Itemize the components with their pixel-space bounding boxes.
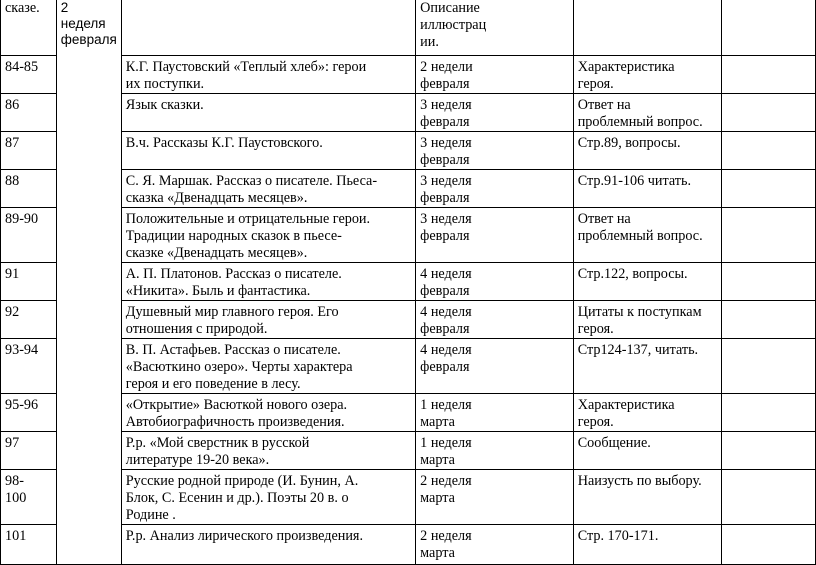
cell-task-line: Стр. 170-171. — [577, 528, 659, 544]
table-row — [1, 132, 816, 170]
cell-topic — [121, 339, 415, 394]
cell-topic — [121, 56, 415, 94]
cell-task-line: проблемный вопрос. — [577, 114, 703, 130]
cell-week — [416, 339, 574, 394]
merged-week-line: 2 — [60, 0, 69, 15]
cell-task — [573, 132, 722, 170]
table-row — [1, 301, 816, 339]
cell-num — [1, 432, 57, 470]
cell-topic-line: их поступки. — [125, 76, 205, 92]
cell-week-line: марта — [420, 490, 455, 506]
table-row — [1, 339, 816, 394]
cell-topic-line: Автобиографичность произведения. — [125, 414, 345, 430]
cell-week-line: 4 неделя — [420, 266, 472, 282]
cell-num — [1, 170, 57, 208]
cell-week-line: 1 неделя — [420, 435, 472, 451]
cell-task-line: Стр.89, вопросы. — [577, 135, 681, 151]
cell-week-line: февраля — [420, 228, 470, 244]
cell-extra — [722, 0, 816, 56]
cell-topic-line: литературе 19-20 века». — [125, 452, 270, 468]
cell-topic-line: Р.р. «Мой сверстник в русской — [125, 435, 310, 451]
cell-week-line: 3 неделя — [420, 97, 472, 113]
cell-topic-line: В.ч. Рассказы К.Г. Паустовского. — [125, 135, 323, 151]
cell-week-line: февраля — [420, 76, 470, 92]
cell-num — [1, 208, 57, 263]
cell-task — [573, 94, 722, 132]
cell-num — [1, 470, 57, 525]
cell-week — [416, 0, 574, 56]
cell-week-line: 3 неделя — [420, 135, 472, 151]
cell-task — [573, 301, 722, 339]
cell-num-line: 97 — [5, 435, 20, 451]
cell-num-line: 95-96 — [5, 397, 39, 413]
cell-topic — [121, 170, 415, 208]
cell-task-line: проблемный вопрос. — [577, 228, 703, 244]
cell-week-line: февраля — [420, 190, 470, 206]
cell-task — [573, 263, 722, 301]
cell-week — [416, 301, 574, 339]
cell-week — [416, 525, 574, 565]
cell-week-line: иллюстрац — [420, 17, 487, 33]
cell-task-line: Характеристика — [577, 397, 675, 413]
table-row — [1, 94, 816, 132]
cell-extra — [722, 470, 816, 525]
cell-topic-line: Родине . — [125, 507, 176, 523]
cell-task-line: героя. — [577, 414, 614, 430]
cell-num — [1, 0, 57, 56]
table-row — [1, 470, 816, 525]
cell-week — [416, 394, 574, 432]
cell-topic-line: сказке «Двенадцать месяцев». — [125, 245, 308, 261]
cell-week — [416, 263, 574, 301]
cell-week — [416, 170, 574, 208]
cell-num — [1, 525, 57, 565]
cell-task-line: Ответ на — [577, 97, 631, 113]
cell-topic — [121, 263, 415, 301]
cell-task — [573, 394, 722, 432]
cell-week-line: 2 неделя — [420, 528, 472, 544]
table-row — [1, 170, 816, 208]
cell-week — [416, 56, 574, 94]
cell-task — [573, 56, 722, 94]
cell-week-line: марта — [420, 545, 455, 561]
cell-topic-line: Язык сказки. — [125, 97, 204, 113]
cell-topic-line: героя и его поведение в лесу. — [125, 376, 301, 392]
cell-task-line: Наизусть по выбору. — [577, 473, 702, 489]
cell-topic — [121, 132, 415, 170]
cell-extra — [722, 170, 816, 208]
cell-extra — [722, 525, 816, 565]
cell-topic-line: Р.р. Анализ лирического произведения. — [125, 528, 364, 544]
cell-num — [1, 94, 57, 132]
table-row — [1, 208, 816, 263]
cell-topic — [121, 94, 415, 132]
cell-week — [416, 470, 574, 525]
cell-num-line: 86 — [5, 97, 20, 113]
cell-task-line: Стр124-137, читать. — [577, 342, 699, 358]
cell-extra — [722, 132, 816, 170]
cell-task-line: Ответ на — [577, 211, 631, 227]
cell-task-line: Сообщение. — [577, 435, 651, 451]
header-row — [1, 0, 816, 56]
cell-week-line: февраля — [420, 359, 470, 375]
merged-week-line: февраля — [60, 32, 117, 47]
cell-week-line: 3 неделя — [420, 211, 472, 227]
cell-num — [1, 301, 57, 339]
cell-week — [416, 208, 574, 263]
cell-week-line: Описание — [420, 0, 480, 16]
cell-task — [573, 208, 722, 263]
cell-task-line: героя. — [577, 76, 614, 92]
cell-week-line: 2 неделя — [420, 473, 472, 489]
cell-week-line: 4 неделя — [420, 342, 472, 358]
table-row — [1, 263, 816, 301]
cell-topic — [121, 470, 415, 525]
cell-topic-line: А. П. Платонов. Рассказ о писателе. — [125, 266, 342, 282]
cell-topic-line: Традиции народных сказок в пьесе- — [125, 228, 342, 244]
cell-extra — [722, 94, 816, 132]
cell-topic-line: Блок, С. Есенин и др.). Поэты 20 в. о — [125, 490, 349, 506]
cell-extra — [722, 394, 816, 432]
cell-task — [573, 470, 722, 525]
cell-week — [416, 94, 574, 132]
cell-topic — [121, 394, 415, 432]
cell-topic-line: «Никита». Быль и фантастика. — [125, 283, 311, 299]
cell-num-line: 92 — [5, 304, 20, 320]
cell-week-line: 1 неделя — [420, 397, 472, 413]
cell-topic — [121, 301, 415, 339]
cell-week-line: марта — [420, 452, 455, 468]
cell-week-line: февраля — [420, 152, 470, 168]
cell-num — [1, 394, 57, 432]
merged-week-line: неделя — [60, 16, 106, 31]
cell-week-line: 2 недели — [420, 59, 473, 75]
cell-topic-line: сказка «Двенадцать месяцев». — [125, 190, 308, 206]
cell-week — [416, 432, 574, 470]
table-row — [1, 56, 816, 94]
merged-week-cell — [56, 0, 121, 565]
cell-topic-line: отношения с природой. — [125, 321, 268, 337]
cell-week — [416, 132, 574, 170]
cell-task-line: Стр.91-106 читать. — [577, 173, 691, 189]
cell-num-line: 84-85 — [5, 59, 39, 75]
cell-week-line: марта — [420, 414, 455, 430]
cell-topic-line: Душевный мир главного героя. Его — [125, 304, 339, 320]
table-row — [1, 432, 816, 470]
table-row — [1, 525, 816, 565]
cell-topic — [121, 0, 415, 56]
cell-num — [1, 132, 57, 170]
cell-num-line: 88 — [5, 173, 20, 189]
cell-week-line: 4 неделя — [420, 304, 472, 320]
cell-week-line: февраля — [420, 321, 470, 337]
cell-num — [1, 263, 57, 301]
cell-num-line: 91 — [5, 266, 20, 282]
cell-task-line: Стр.122, вопросы. — [577, 266, 688, 282]
cell-topic-line: В. П. Астафьев. Рассказ о писателе. — [125, 342, 341, 358]
cell-topic-line: Русские родной природе (И. Бунин, А. — [125, 473, 359, 489]
cell-week-line: 3 неделя — [420, 173, 472, 189]
cell-num-line: 89-90 — [5, 211, 39, 227]
cell-extra — [722, 301, 816, 339]
cell-extra — [722, 56, 816, 94]
cell-task — [573, 525, 722, 565]
cell-topic-line: «Открытие» Васюткой нового озера. — [125, 397, 348, 413]
cell-topic-line: «Васюткино озеро». Черты характера — [125, 359, 353, 375]
cell-num-line: 93-94 — [5, 342, 39, 358]
cell-topic — [121, 208, 415, 263]
cell-num-line: 87 — [5, 135, 20, 151]
cell-extra — [722, 208, 816, 263]
lesson-plan-body — [1, 0, 816, 565]
cell-task-line: Характеристика — [577, 59, 675, 75]
cell-task — [573, 0, 722, 56]
cell-extra — [722, 339, 816, 394]
cell-topic-line: К.Г. Паустовский «Теплый хлеб»: герои — [125, 59, 367, 75]
cell-topic-line: С. Я. Маршак. Рассказ о писателе. Пьеса- — [125, 173, 378, 189]
cell-extra — [722, 432, 816, 470]
cell-week-line: ии. — [420, 34, 439, 50]
cell-week-line: февраля — [420, 283, 470, 299]
cell-num-text: сказе. — [5, 0, 40, 16]
cell-num — [1, 339, 57, 394]
cell-task-line: героя. — [577, 321, 614, 337]
cell-topic-line: Положительные и отрицательные герои. — [125, 211, 371, 227]
cell-task — [573, 170, 722, 208]
cell-num-line: 100 — [5, 490, 27, 506]
cell-extra — [722, 263, 816, 301]
cell-topic — [121, 432, 415, 470]
cell-task — [573, 432, 722, 470]
table-row — [1, 394, 816, 432]
cell-task — [573, 339, 722, 394]
cell-num — [1, 56, 57, 94]
cell-week-line: февраля — [420, 114, 470, 130]
cell-num-line: 98- — [5, 473, 24, 489]
cell-num-line: 101 — [5, 528, 27, 544]
cell-topic — [121, 525, 415, 565]
cell-task-line: Цитаты к поступкам — [577, 304, 702, 320]
